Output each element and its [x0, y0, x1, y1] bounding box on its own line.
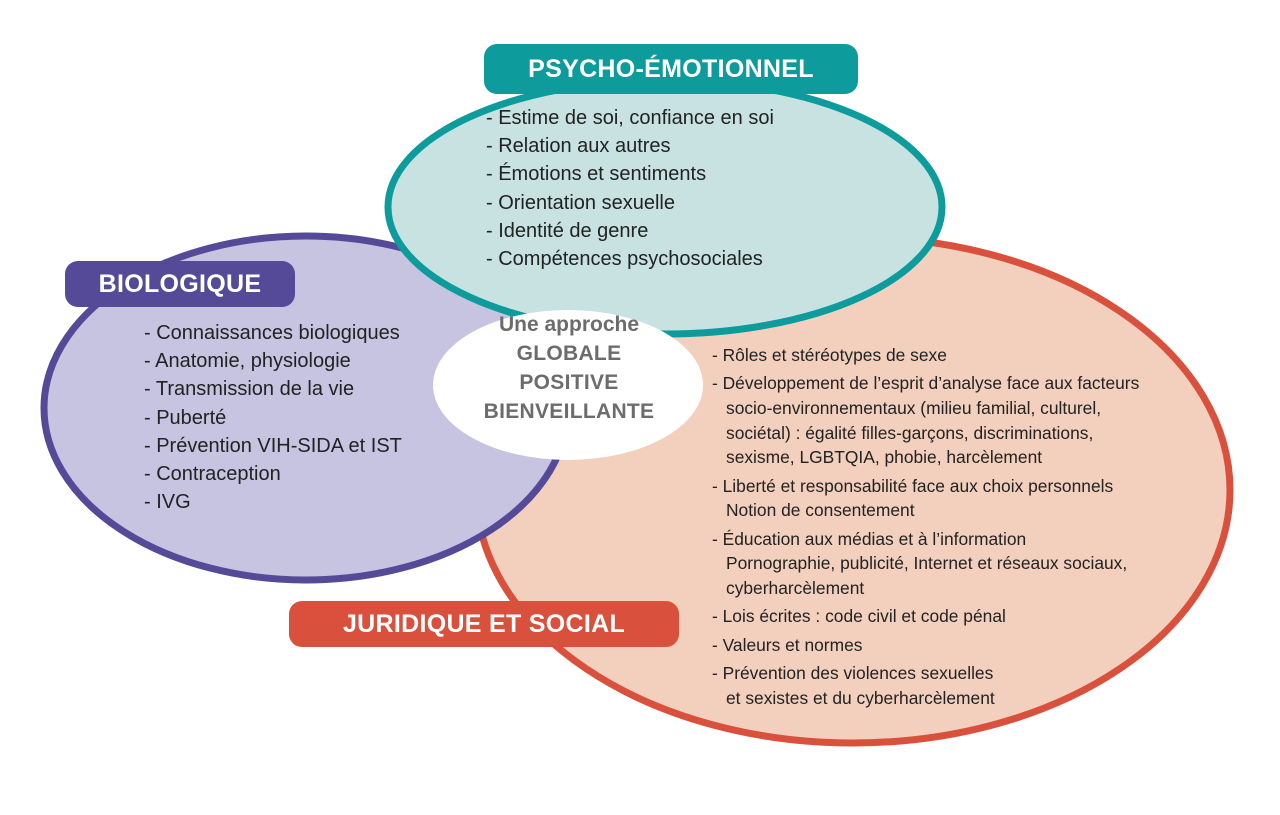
- list-item-line: sociétal) : égalité filles-garçons, discriminations,: [726, 422, 1094, 443]
- center-keyword: GLOBALE: [516, 342, 622, 365]
- center-intro: Une approche: [498, 313, 640, 336]
- list-item-line: - Éducation aux médias et à l’information: [712, 528, 1027, 549]
- list-item-line: Pornographie, publicité, Internet et réseaux sociaux,: [726, 553, 1128, 574]
- list-item-line: et sexistes et du cyberharcèlement: [726, 687, 995, 708]
- list-item: [712, 527, 1139, 601]
- list-item-line: - Valeurs et normes: [712, 634, 863, 655]
- list-item: [712, 474, 1139, 523]
- list-item-line: - Lois écrites : code civil et code pénal: [712, 606, 1006, 627]
- list-item-line: sexisme, LGBTQIA, phobie, harcèlement: [726, 447, 1043, 468]
- list-item-line: cyberharcèlement: [726, 577, 865, 598]
- juridique-list: [712, 343, 1139, 714]
- list-item: - Connaissances biologiques: [144, 322, 400, 344]
- list-item: - Identité de genre: [486, 219, 649, 242]
- list-item-line: - Développement de l’esprit d’analyse face aux facteurs: [712, 373, 1140, 394]
- biologique-list: [144, 319, 402, 516]
- list-item: - Relation aux autres: [486, 135, 671, 158]
- list-item: [712, 633, 1139, 658]
- psycho-list: [486, 104, 774, 273]
- list-item-line: Notion de consentement: [726, 500, 915, 521]
- list-item: - Estime de soi, confiance en soi: [486, 107, 774, 129]
- center-keyword: POSITIVE: [519, 371, 619, 394]
- list-item: - Puberté: [144, 406, 227, 429]
- center-label: [448, 310, 690, 426]
- list-item-line: - Prévention des violences sexuelles: [712, 662, 994, 683]
- psycho-title: PSYCHO-ÉMOTIONNEL: [484, 44, 858, 94]
- list-item: - Anatomie, physiologie: [144, 350, 351, 373]
- list-item: [712, 604, 1139, 629]
- list-item: - Orientation sexuelle: [486, 191, 675, 214]
- list-item: [712, 661, 1139, 710]
- list-item: [712, 343, 1139, 368]
- juridique-title: JURIDIQUE ET SOCIAL: [289, 601, 679, 647]
- list-item: - Transmission de la vie: [144, 378, 355, 401]
- list-item-line: - Rôles et stéréotypes de sexe: [712, 345, 947, 365]
- list-item: - Contraception: [144, 463, 281, 486]
- list-item-line: - Liberté et responsabilité face aux choix personnels: [712, 475, 1114, 496]
- list-item: - Compétences psychosociales: [486, 248, 763, 271]
- biologique-title: BIOLOGIQUE: [65, 261, 295, 307]
- list-item-line: socio-environnementaux (milieu familial, culturel,: [726, 397, 1102, 418]
- list-item: - IVG: [144, 491, 191, 514]
- list-item: - Émotions et sentiments: [486, 163, 707, 186]
- list-item: - Prévention VIH-SIDA et IST: [144, 434, 402, 457]
- list-item: [712, 371, 1139, 469]
- center-keyword: BIENVEILLANTE: [483, 400, 655, 423]
